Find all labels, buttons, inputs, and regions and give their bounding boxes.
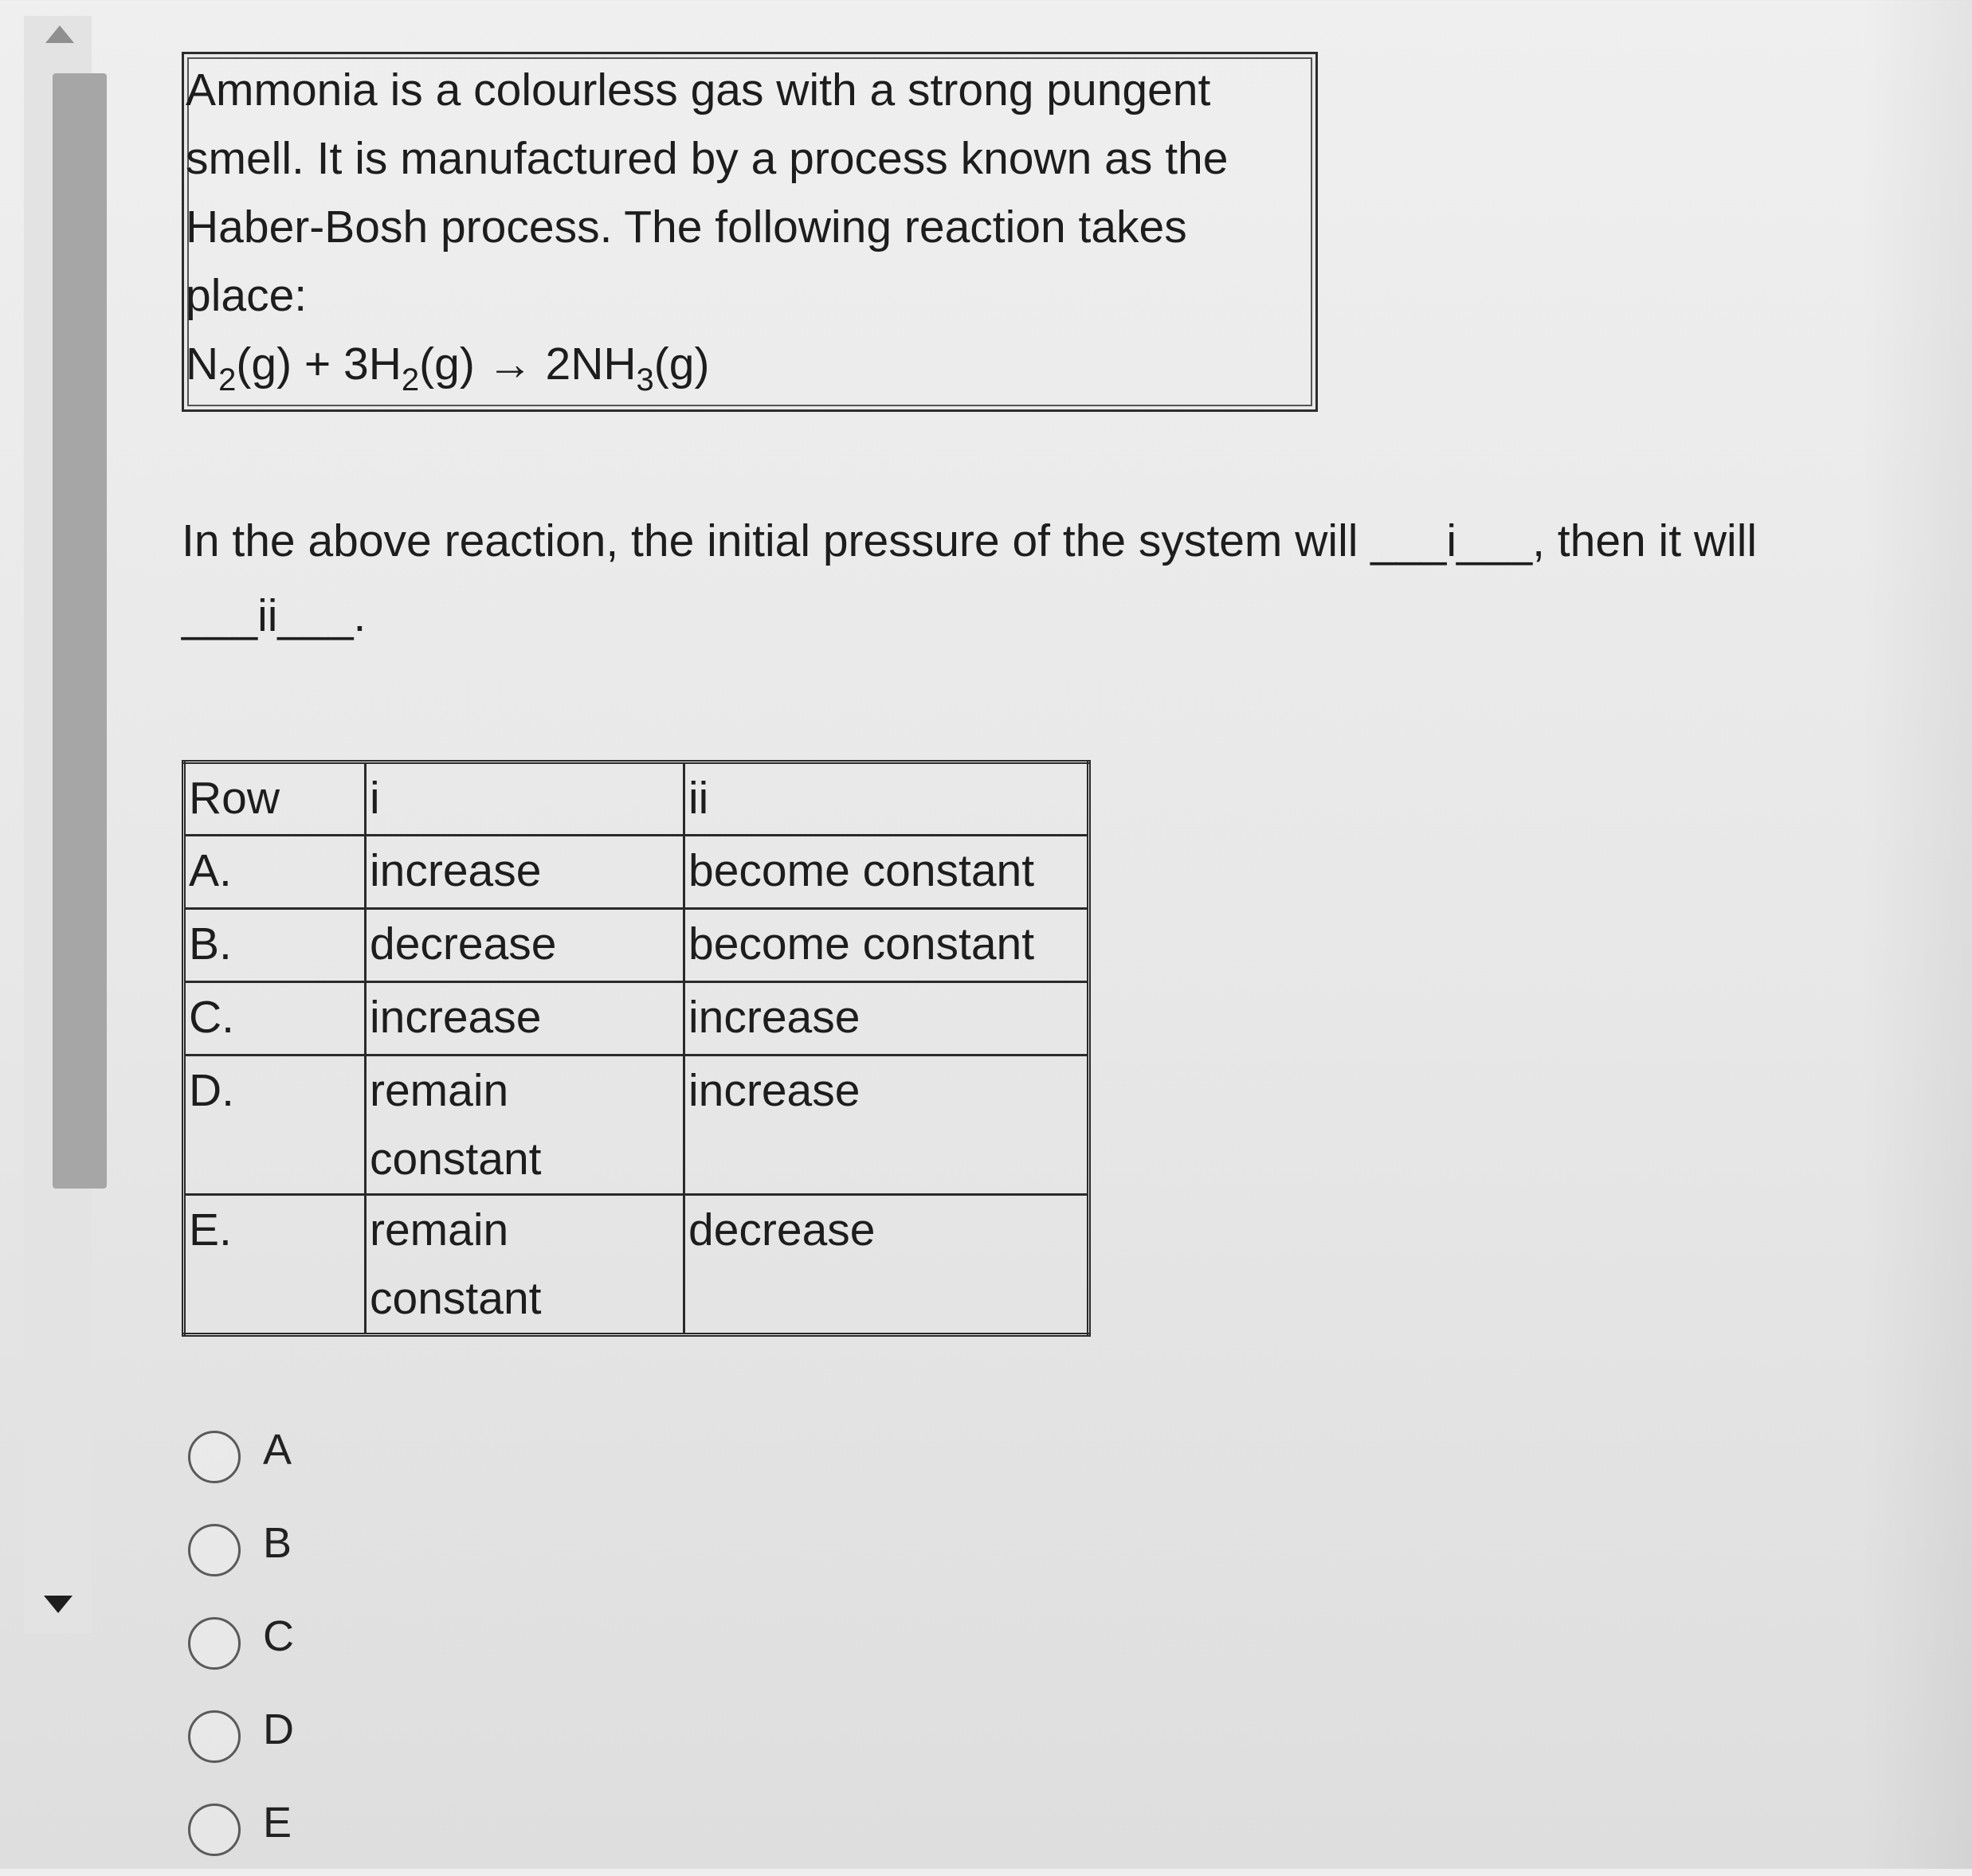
equation-part: (g) [653, 339, 710, 390]
table-cell: decrease [684, 1195, 1089, 1335]
table-header-row [184, 762, 1089, 836]
radio-button[interactable] [188, 1804, 241, 1856]
background-edge [1860, 0, 1972, 1869]
radio-button[interactable] [188, 1524, 241, 1576]
table-cell: D. [184, 1055, 366, 1195]
table-cell: decrease [366, 909, 684, 982]
table-header-cell: ii [684, 762, 1089, 836]
answer-option-e[interactable] [188, 1783, 294, 1876]
equation-subscript: 3 [636, 362, 654, 398]
passage-box [182, 52, 1318, 412]
scroll-down-button[interactable] [24, 1573, 92, 1637]
scroll-down-arrow-icon [44, 1596, 73, 1613]
scrollbar-thumb[interactable] [53, 73, 107, 1189]
table-cell: increase [366, 836, 684, 909]
vertical-scrollbar[interactable] [24, 16, 92, 1633]
passage-text: Ammonia is a colourless gas with a strong pungent smell. It is manufactured by a process known as the Haber-Bosh process. The following reaction takes place: [186, 65, 1229, 321]
table-header-cell: i [366, 762, 684, 836]
table-cell: increase [684, 1055, 1089, 1195]
table-cell: become constant [684, 836, 1089, 909]
answer-label: C [263, 1612, 294, 1660]
table-cell: increase [366, 982, 684, 1055]
table-cell: increase [684, 982, 1089, 1055]
answer-options [188, 1410, 294, 1876]
options-table [182, 760, 1091, 1337]
table-header-cell: Row [184, 762, 366, 836]
table-row [184, 909, 1089, 982]
equation-part: N [186, 339, 219, 390]
answer-label: B [263, 1518, 292, 1567]
reaction-equation [186, 330, 1306, 398]
radio-button[interactable] [188, 1710, 241, 1763]
radio-button[interactable] [188, 1431, 241, 1483]
scroll-up-arrow-icon[interactable] [45, 25, 74, 43]
answer-option-b[interactable] [188, 1503, 294, 1596]
equation-subscript: 2 [218, 362, 237, 398]
answer-option-a[interactable] [188, 1410, 294, 1503]
table-row [184, 1055, 1089, 1195]
answer-label: D [263, 1705, 294, 1753]
table-cell: remain constant [366, 1195, 684, 1335]
table-cell: remain constant [366, 1055, 684, 1195]
table-cell: E. [184, 1195, 366, 1335]
radio-button[interactable] [188, 1617, 241, 1670]
equation-part: (g) → 2NH [419, 339, 637, 390]
answer-label: E [263, 1798, 292, 1847]
question-text: In the above reaction, the initial pressure of the system will ___i___, then it will ___ii___. [182, 515, 1758, 641]
table-cell: B. [184, 909, 366, 982]
table-row [184, 982, 1089, 1055]
table-row [184, 1195, 1089, 1335]
answer-option-c[interactable] [188, 1596, 294, 1690]
table-cell: C. [184, 982, 366, 1055]
table-row [184, 836, 1089, 909]
answer-option-d[interactable] [188, 1690, 294, 1783]
equation-part: (g) + 3H [236, 339, 402, 390]
table-cell: become constant [684, 909, 1089, 982]
answer-label: A [263, 1425, 292, 1474]
equation-subscript: 2 [401, 362, 420, 398]
table-cell: A. [184, 836, 366, 909]
